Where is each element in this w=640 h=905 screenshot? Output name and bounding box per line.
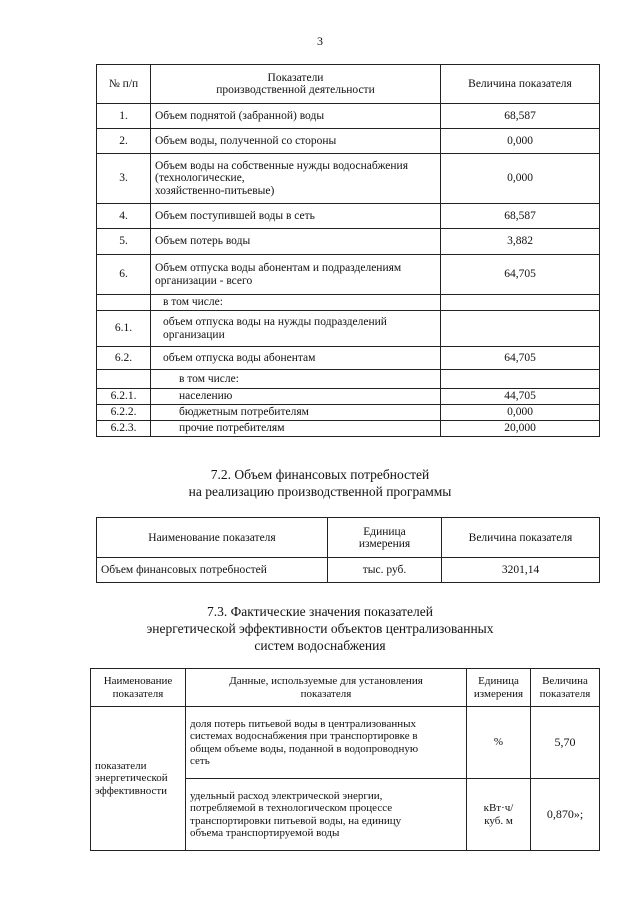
row-data: удельный расход электрической энергии, потребляемой в технологическом процессе транспортировки питьевой воды, на единицу объема транспортируемой воды	[186, 779, 467, 851]
header-indicator: Показатели производственной деятельности	[151, 65, 441, 104]
table-row	[97, 229, 600, 255]
table-header-row	[97, 65, 600, 104]
row-value: 20,000	[441, 421, 600, 437]
energy-efficiency-table	[90, 668, 600, 851]
header-value: Величина показателя	[531, 669, 600, 707]
table-row	[97, 104, 600, 129]
table-row	[97, 311, 600, 347]
row-label: Объем потерь воды	[151, 229, 441, 255]
row-value: 64,705	[441, 347, 600, 370]
row-label: Объем поднятой (забранной) воды	[151, 104, 441, 129]
row-num: 4.	[97, 204, 151, 229]
row-label: Объем воды, полученной со стороны	[151, 129, 441, 154]
production-indicators-table	[96, 64, 600, 437]
table-row	[97, 295, 600, 311]
table-row	[97, 405, 600, 421]
row-unit: %	[467, 707, 531, 779]
row-value: 68,587	[441, 204, 600, 229]
row-value: 0,000	[441, 405, 600, 421]
row-label: Объем поступившей воды в сеть	[151, 204, 441, 229]
row-label: в том числе:	[151, 370, 441, 389]
row-value: 0,000	[441, 154, 600, 204]
header-name: Наименование показателя	[97, 518, 328, 558]
section-7-3-title-line1: 7.3. Фактические значения показателей	[206, 604, 433, 619]
row-value: 0,870»;	[531, 779, 600, 851]
row-num: 6.2.1.	[97, 389, 151, 405]
row-label: населению	[151, 389, 441, 405]
row-num: 2.	[97, 129, 151, 154]
row-label: Объем отпуска воды абонентам и подразделениям организации - всего	[151, 255, 441, 295]
section-7-2-title	[0, 466, 640, 500]
row-value	[441, 370, 600, 389]
row-value	[441, 295, 600, 311]
page-number: 3	[317, 34, 323, 48]
row-value	[441, 311, 600, 347]
row-num: 5.	[97, 229, 151, 255]
table-row	[91, 707, 600, 779]
table-row	[97, 558, 600, 583]
section-7-2-title-line1: 7.2. Объем финансовых потребностей	[210, 467, 430, 482]
financial-needs-table	[96, 517, 600, 583]
row-label: Объем воды на собственные нужды водоснабжения (технологические, хозяйственно-питьевые)	[151, 154, 441, 204]
header-unit: Единица измерения	[467, 669, 531, 707]
row-value: 44,705	[441, 389, 600, 405]
row-label: объем отпуска воды абонентам	[151, 347, 441, 370]
section-7-3-title-line3: систем водоснабжения	[254, 638, 386, 653]
header-value: Величина показателя	[441, 65, 600, 104]
row-value: 64,705	[441, 255, 600, 295]
table-row	[97, 389, 600, 405]
group-label: показатели энергетической эффективности	[91, 707, 186, 851]
section-7-2-title-line2: на реализацию производственной программы	[188, 484, 452, 499]
section-7-3-title	[0, 603, 640, 654]
header-name: Наименование показателя	[91, 669, 186, 707]
row-num: 6.2.	[97, 347, 151, 370]
row-unit: кВт·ч/ куб. м	[467, 779, 531, 851]
row-value: 68,587	[441, 104, 600, 129]
table-row	[97, 129, 600, 154]
table-header-row	[97, 518, 600, 558]
table-row	[97, 370, 600, 389]
row-num: 6.	[97, 255, 151, 295]
table-row	[97, 255, 600, 295]
row-num: 6.1.	[97, 311, 151, 347]
table-row	[97, 204, 600, 229]
header-unit: Единица измерения	[328, 518, 442, 558]
header-num: № п/п	[97, 65, 151, 104]
row-num: 3.	[97, 154, 151, 204]
row-num: 6.2.2.	[97, 405, 151, 421]
row-label: объем отпуска воды на нужды подразделений организации	[151, 311, 441, 347]
row-label: в том числе:	[151, 295, 441, 311]
section-7-3-title-line2: энергетической эффективности объектов централизованных	[146, 621, 494, 636]
row-label: прочие потребителям	[151, 421, 441, 437]
row-value: 3201,14	[442, 558, 600, 583]
row-num	[97, 295, 151, 311]
row-num	[97, 370, 151, 389]
row-data: доля потерь питьевой воды в централизованных системах водоснабжения при транспортировке в общем объеме воды, поданной в водопроводную сеть	[186, 707, 467, 779]
row-label: бюджетным потребителям	[151, 405, 441, 421]
row-name: Объем финансовых потребностей	[97, 558, 328, 583]
header-data: Данные, используемые для установления показателя	[186, 669, 467, 707]
row-value: 0,000	[441, 129, 600, 154]
table-row	[97, 154, 600, 204]
header-value: Величина показателя	[442, 518, 600, 558]
table-row	[97, 347, 600, 370]
row-num: 1.	[97, 104, 151, 129]
row-value: 5,70	[531, 707, 600, 779]
table-row	[97, 421, 600, 437]
table-header-row	[91, 669, 600, 707]
row-unit: тыс. руб.	[328, 558, 442, 583]
row-num: 6.2.3.	[97, 421, 151, 437]
row-value: 3,882	[441, 229, 600, 255]
